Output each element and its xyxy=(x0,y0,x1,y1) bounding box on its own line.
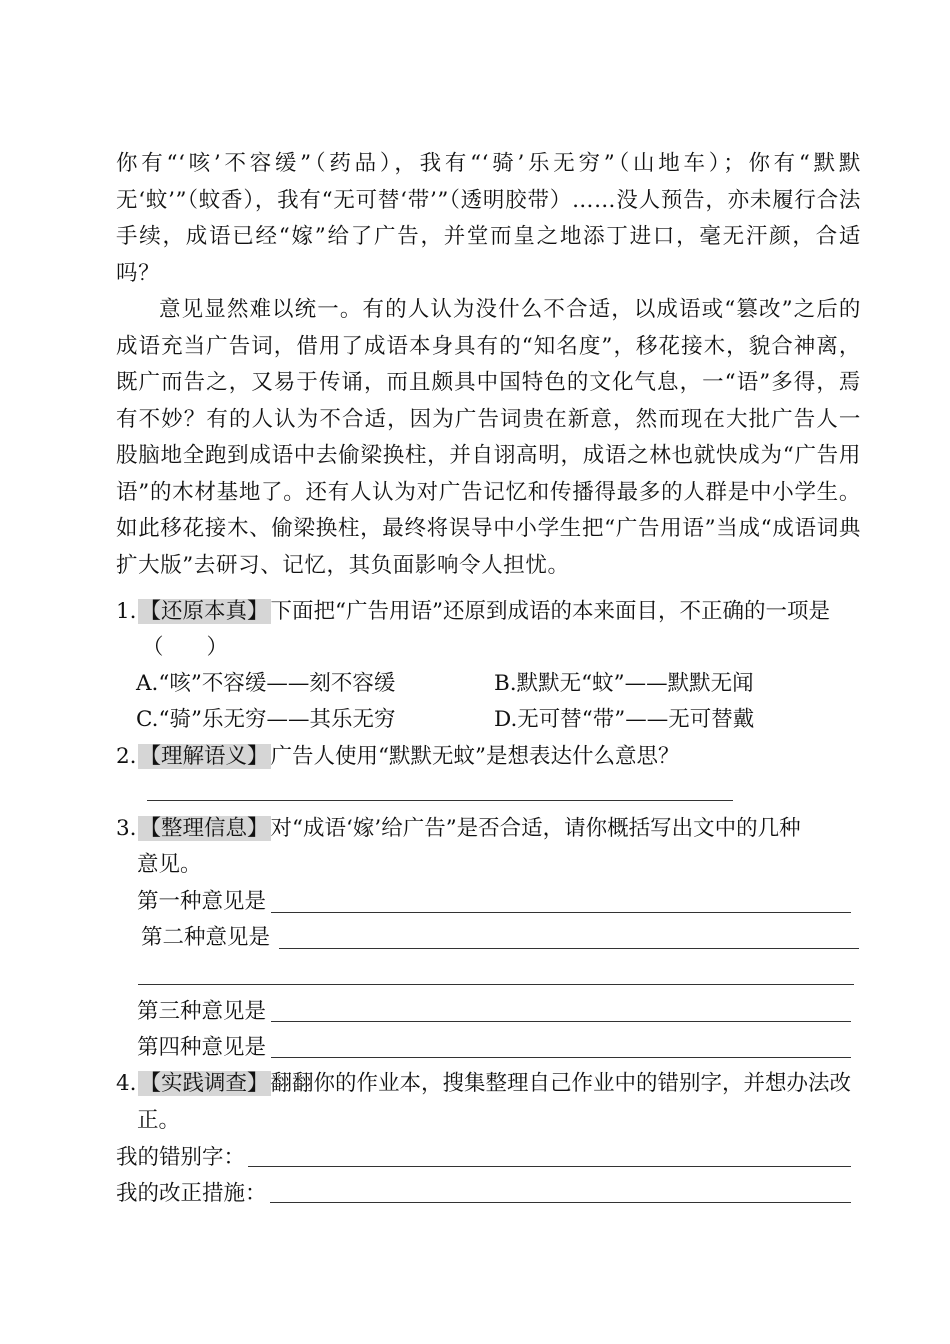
passage-paragraph-2: 意见显然难以统一。有的人认为没什么不合适，以成语或“篡改”之后的成语充当广告词，借用了成语本身具有的“知名度”，移花接木，貌合神离，既广而告之，又易于传诵，而且颇具中国特色的文化气息，一“语”多得，焉有不妙？有的人认为不合适，因为广告词贵在新意，然而现在大批广告人一股脑地全跑到成语中去偷梁换柱，并自诩高明，成语之林也就快成为“广告用语”的木材基地了。还有人认为对广告记忆和传播得最多的人群是中小学生。如此移花接木、偷梁换柱，最终将误导中小学生把“广告用语”当成“成语词典扩大版”去研习、记忆，其负面影响令人担忧。 xyxy=(116,297,861,578)
option-d: D.无可替“带”——无可替戴 xyxy=(494,707,755,732)
answer-line-typos[interactable] xyxy=(248,1166,851,1167)
answer-line-opinion-1[interactable] xyxy=(271,912,851,913)
question-text: 翻翻你的作业本，搜集整理自己作业中的错别字，并想办法改 xyxy=(270,1071,852,1096)
field-label-opinion-4: 第四种意见是 xyxy=(137,1035,267,1060)
answer-bracket: （ ） xyxy=(142,635,229,660)
question-text: 下面把“广告用语”还原到成语的本来面目，不正确的一项是 xyxy=(270,599,831,624)
question-4 xyxy=(116,1066,866,1102)
question-2 xyxy=(116,739,866,775)
field-label-opinion-2: 第二种意见是 xyxy=(141,925,271,950)
answer-line[interactable] xyxy=(147,800,733,801)
option-b: B.默默无“蚊”——默默无闻 xyxy=(494,671,754,696)
question-number: 4. xyxy=(116,1071,137,1096)
question-tag: 【实践调查】 xyxy=(139,1071,269,1096)
question-text: 广告人使用“默默无蚊”是想表达什么意思？ xyxy=(270,744,680,769)
field-label-corrections: 我的改正措施： xyxy=(116,1181,267,1206)
question-number: 1. xyxy=(116,599,137,624)
question-continuation: 正。 xyxy=(137,1108,181,1133)
question-3 xyxy=(116,811,866,847)
answer-line-opinion-4[interactable] xyxy=(271,1057,851,1058)
question-1 xyxy=(116,594,866,630)
question-number: 3. xyxy=(116,816,137,841)
answer-line-opinion-2[interactable] xyxy=(279,948,859,949)
option-a: A.“咳”不容缓——刻不容缓 xyxy=(136,671,396,696)
question-tag: 【整理信息】 xyxy=(139,816,269,841)
field-label-opinion-1: 第一种意见是 xyxy=(137,889,267,914)
answer-line-corrections[interactable] xyxy=(270,1202,851,1203)
passage-paragraph-1: 你有“‘咳’不容缓”（药品），我有“‘骑’乐无穷”（山地车）；你有“默默无‘蚊’”（蚊香），我有“无可替‘带’”（透明胶带）……没人预告，亦未履行合法手续，成语已经“嫁”给了广告，并堂而皇之地添丁进口，毫无汗颜，合适吗？ xyxy=(116,151,861,286)
answer-line-opinion-2-cont[interactable] xyxy=(138,984,854,985)
question-tag: 【还原本真】 xyxy=(139,599,269,624)
option-c: C.“骑”乐无穷——其乐无穷 xyxy=(136,707,396,732)
question-tag: 【理解语义】 xyxy=(139,744,269,769)
question-number: 2. xyxy=(116,744,137,769)
question-continuation: 意见。 xyxy=(137,852,202,877)
field-label-typos: 我的错别字： xyxy=(116,1145,246,1170)
field-label-opinion-3: 第三种意见是 xyxy=(137,999,267,1024)
answer-line-opinion-3[interactable] xyxy=(271,1021,851,1022)
question-text: 对“成语‘嫁’给广告”是否合适，请你概括写出文中的几种 xyxy=(270,816,801,841)
